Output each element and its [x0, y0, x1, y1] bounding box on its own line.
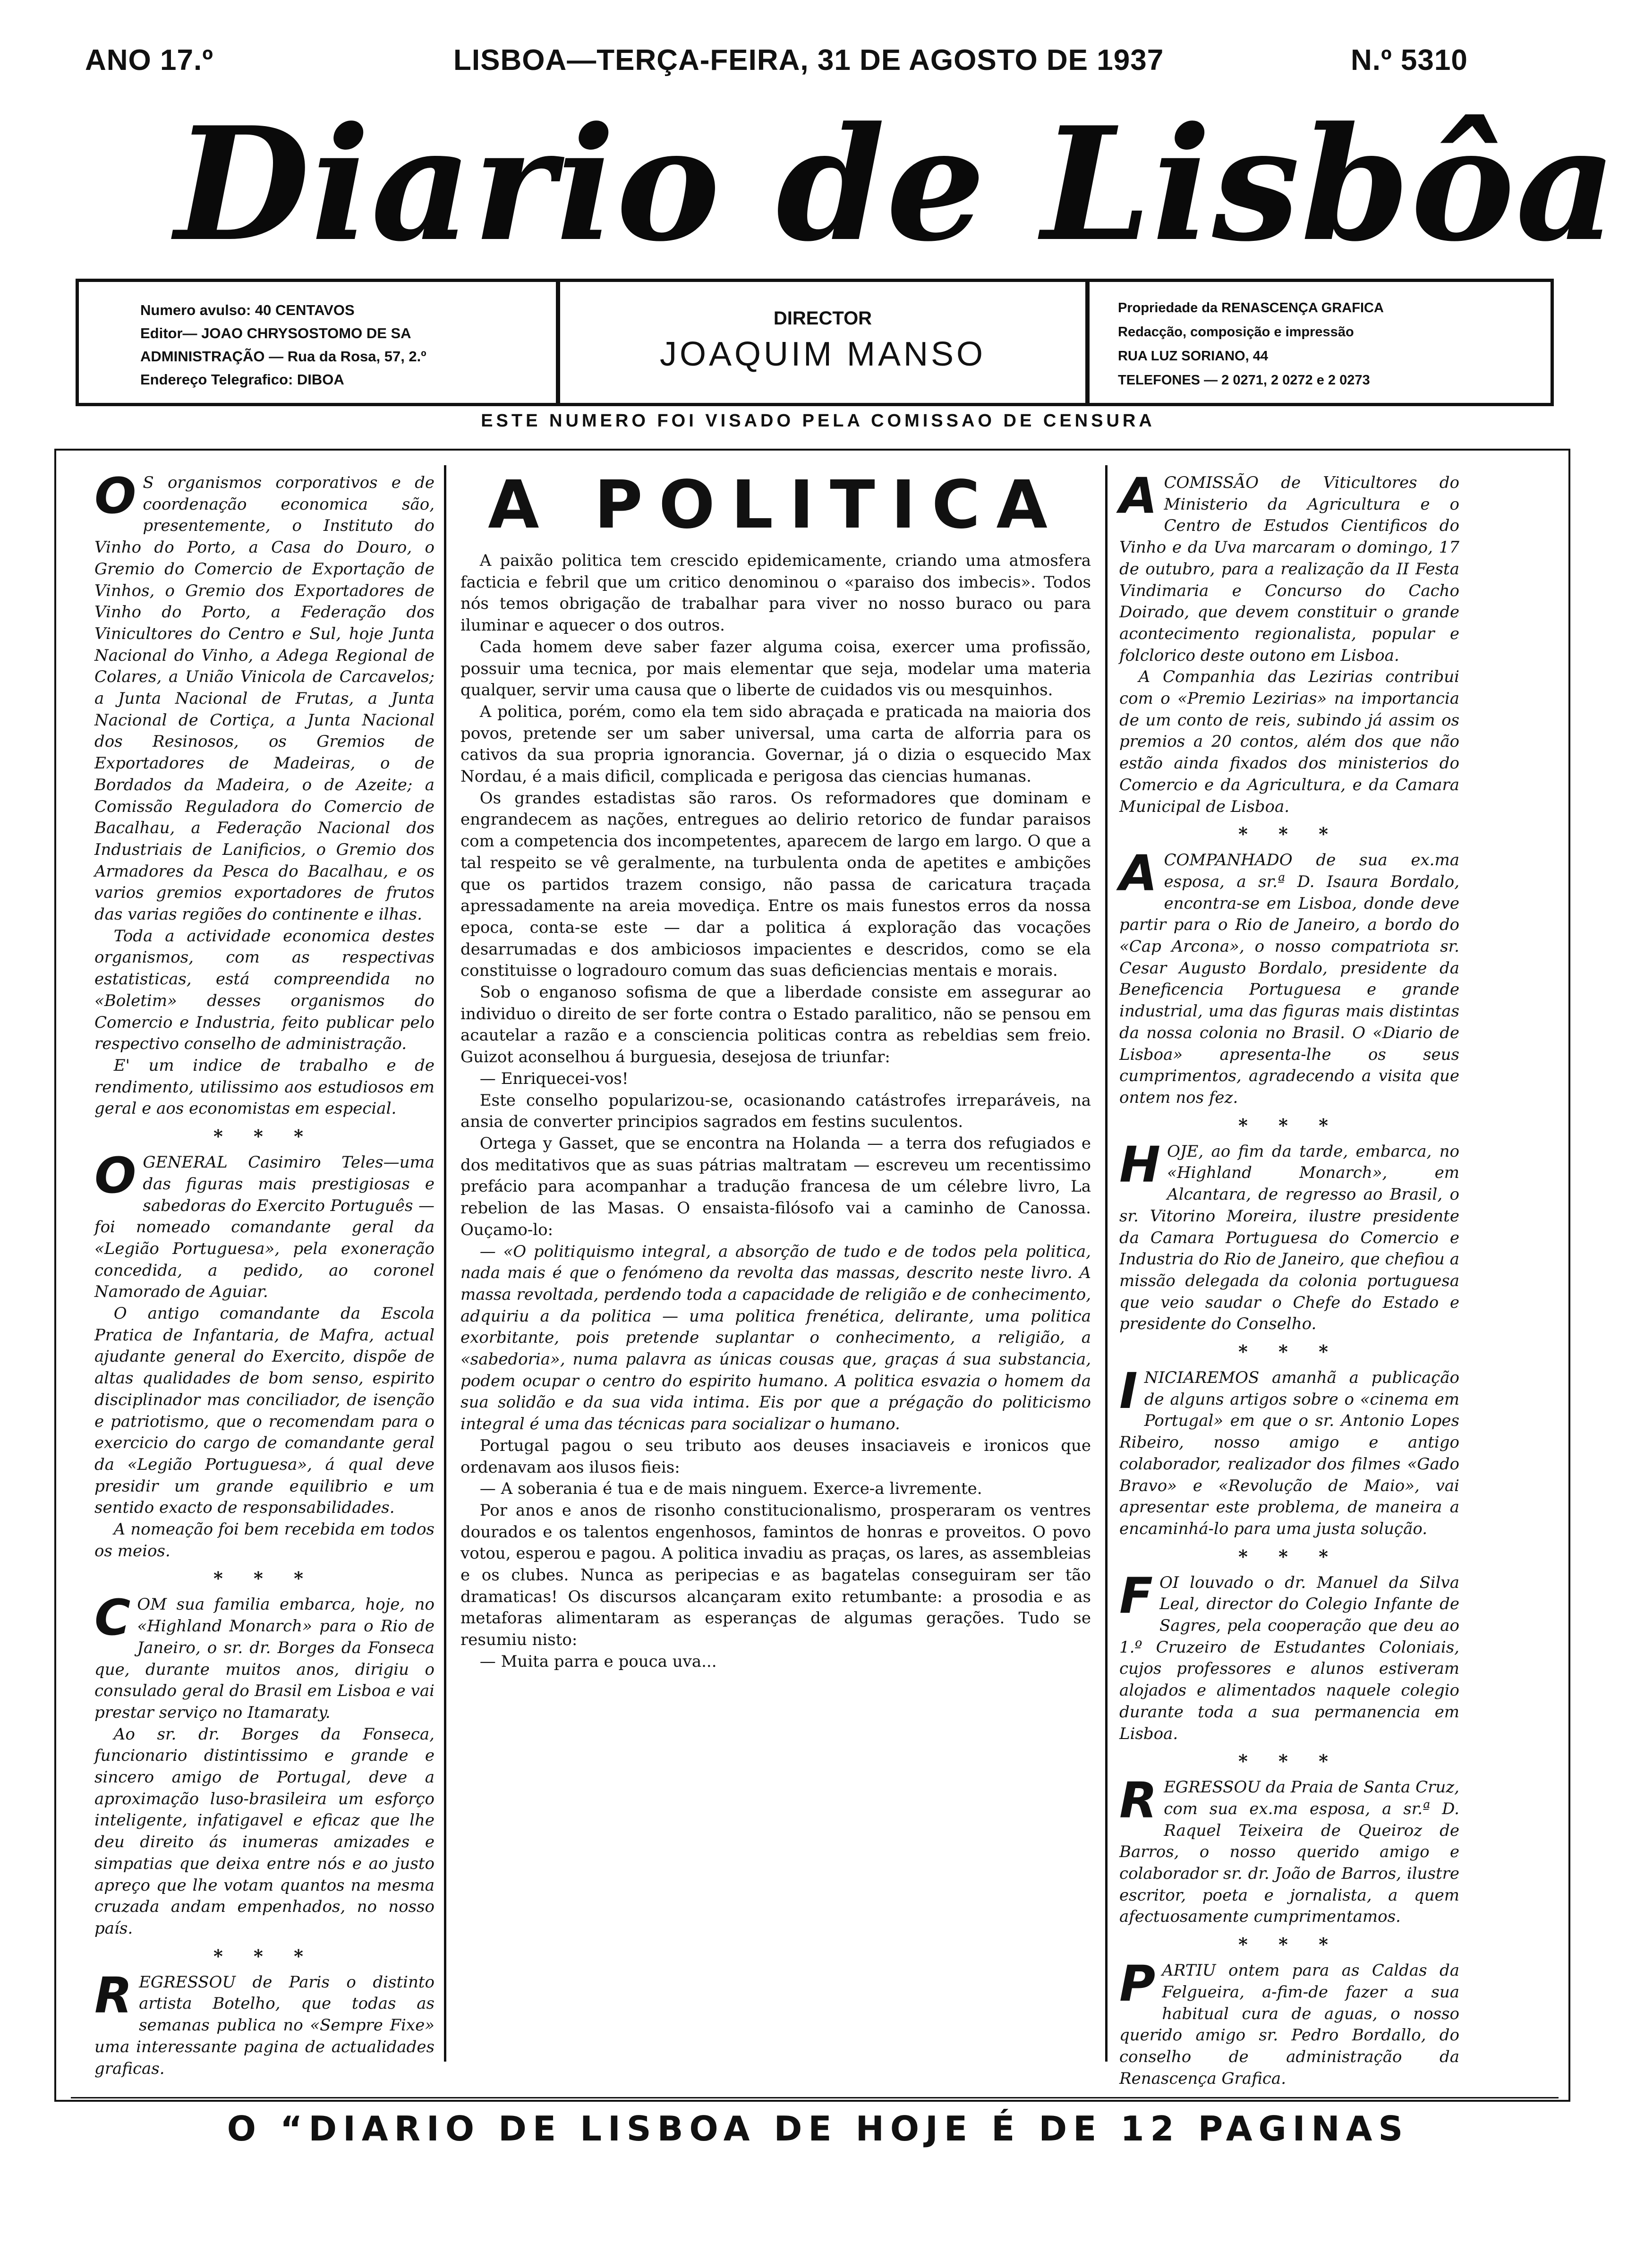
drop-cap: O	[94, 1147, 136, 1205]
article-paragraph: Este conselho popularizou-se, ocasionando catástrofes irreparáveis, na ansia de converter principios sagrados em festins suculentos.	[460, 1091, 1091, 1132]
telegraph-line: Endereço Telegrafico: DIBOA	[140, 371, 344, 388]
brief-bordalo: ACOMPANHADO de sua ex.ma esposa, a sr.ª D. Isaura Bordalo, encontra-se em Lisboa, donde deve partir para o Rio de Janeiro, a bordo do «Cap Arcona», o nosso compatriota sr. Cesar Augusto Bordalo, presidente da Beneficencia Portuguesa e grande industrial, uma das figuras mais distintas da nossa colonia no Brasil. O «Diario de Lisboa» apresenta-lhe os seus cumprimentos, agradecendo a visita que ontem nos fez.	[1119, 844, 1459, 1107]
article-paragraph: Sob o enganoso sofisma de que a liberdade consiste em assegurar ao individuo o direito de ser forte contra o Estado paralitico, não se pensou em acautelar a razão e a consciencia politicas contra as rebeldias sem freio. Guizot aconselhou á burguesia, desejosa de triunfar:	[460, 983, 1091, 1067]
brief-viticultores: ACOMISSÃO de Viticultores do Ministerio da Agricultura e o Centro de Estudos Cientificos do Vinho e da Uva marcaram o domingo, 17 de outubro, para a realização da II Festa Vindimaria e Concurso do Cacho Doirado, que devem constituir o grande acontecimento regionalista, popular e folclorico deste outono em Lisboa.	[1119, 467, 1459, 665]
drop-cap: A	[1119, 844, 1158, 903]
brief-barros: REGRESSOU da Praia de Santa Cruz, com sua ex.ma esposa, a sr.ª D. Raquel Teixeira de Queiroz de Barros, o nosso querido amigo e colaborador sr. dr. João de Barros, ilustre escritor, poeta e jornalista, a quem afectuosamente cumprimentamos.	[1119, 1772, 1459, 1927]
separator-stars: * * *	[213, 1568, 316, 1589]
price-line: Numero avulso: 40 CENTAVOS	[140, 302, 355, 318]
footer-rule	[71, 2097, 1559, 2098]
separator-stars: * * *	[1238, 1545, 1341, 1567]
drop-cap: R	[1119, 1772, 1158, 1830]
article-paragraph: Portugal pagou o seu tributo aos deuses insaciaveis e ironicos que ordenavam aos ilusos fieis:	[460, 1436, 1091, 1477]
separator-stars: * * *	[213, 1945, 316, 1967]
headline: A POLITICA	[488, 467, 1064, 544]
drop-cap: R	[94, 1966, 133, 2024]
footer-banner: O “DIARIO DE LISBOA DE HOJE É DE 12 PAGINAS	[227, 2109, 1409, 2149]
article-paragraph: — Muita parra e pouca uva...	[479, 1652, 717, 1671]
brief-paragraph: Toda a actividade economica destes organismos, com as respectivas estatisticas, está compreendida no «Boletim» desses organismos do Comercio e Industria, feito publicar pelo respectivo conselho de administração.	[94, 926, 435, 1054]
article-paragraph: — Enriquecei-vos!	[479, 1069, 629, 1088]
publication-info-box	[76, 279, 1554, 406]
article-paragraph: Por anos e anos de risonho constitucionalismo, prosperaram os ventres dourados e os talentos engenhosos, famintos de honras e proveitos. O povo votou, esperou e pagou. A politica invadiu as praças, os lares, as assembleias e os clubes. Nunca as peripecias e as bagatelas conseguiram ser tão dramaticas! Os discursos alcançaram exito retumbante: a prosodia e as metaforas alimentaram as esperanças de algumas gerações. Tudo se resumiu nisto:	[460, 1501, 1091, 1650]
brief-paragraph: E' um indice de trabalho e de rendimento, utilissimo aos estudiosos em geral e aos economistas em especial.	[94, 1056, 435, 1118]
brief-paragraph: A nomeação foi bem recebida em todos os meios.	[94, 1520, 435, 1560]
administration-line: ADMINISTRAÇÃO — Rua da Rosa, 57, 2.º	[140, 348, 426, 365]
left-column	[94, 467, 435, 2080]
censorship-notice: ESTE NUMERO FOI VISADO PELA COMISSAO DE CENSURA	[481, 411, 1155, 431]
article-paragraph: A politica, porém, como ela tem sido abraçada e praticada na maioria dos povos, pretende ser um saber universal, uma carta de alforria para os cativos da sua propria ignorancia. Governar, já o dizia o esquecido Max Nordau, é a mais dificil, complicada e perigosa das ciencias humanas.	[460, 702, 1091, 786]
center-column	[460, 467, 1091, 1673]
drop-cap: C	[94, 1589, 131, 1647]
separator-stars: * * *	[1238, 1934, 1341, 1955]
brief-general: OGENERAL Casimiro Teles—uma das figuras mais prestigiosas e sabedoras do Exercito Português — foi nomeado comandante geral da «Legião Portuguesa», pela exoneração concedida, a pedido, ao coronel Namorado de Aguiar.	[94, 1147, 435, 1302]
brief-moreira: HOJE, ao fim da tarde, embarca, no «Highland Monarch», em Alcantara, de regresso ao Brasil, o sr. Vitorino Moreira, ilustre presidente da Camara Portuguesa do Comercio e Industria do Rio de Janeiro, que chefiou a missão delegada da colonia portuguesa que veio saudar o Chefe do Estado e presidente do Conselho.	[1119, 1135, 1459, 1334]
brief-organismos: O S organismos corporativos e de coordenação economica são, presentemente, o Instituto do Vinho do Porto, a Casa do Douro, o Gremio do Comercio de Exportação de Vinhos, o Gremio dos Exportadores de Vinho do Porto, a Federação dos Vinicultores do Centro e Sul, hoje Junta Nacional do Vinho, a Adega Regional de Colares, a União Vinicola de Carcavelos; a Junta Nacional de Frutas, a Junta Nacional de Cortiça, a Junta Nacional dos Resinosos, os Gremios de Exportadores de Madeiras, o de Bordados da Madeira, o de Azeite; a Comissão Reguladora do Comercio de Bacalhau, a Federação Nacional dos Industriais de Lanificios, o Gremio dos Armadores da Pesca do Bacalhau, e os varios gremios exportadores de frutos das varias regiões do continente e ilhas.	[94, 467, 435, 924]
drop-cap: F	[1119, 1567, 1153, 1625]
column-divider-left	[444, 465, 446, 2062]
separator-stars: * * *	[1238, 1750, 1341, 1772]
article-paragraph: — A soberania é tua e de mais ninguem. Exerce-a livremente.	[479, 1479, 982, 1499]
brief-botelho: REGRESSOU de Paris o distinto artista Botelho, que todas as semanas publica no «Sempre Fixe» uma interessante pagina de actualidades graficas.	[94, 1966, 435, 2078]
drop-cap: H	[1119, 1135, 1161, 1194]
ownership-line: Propriedade da RENASCENÇA GRAFICA	[1118, 300, 1384, 315]
brief-paragraph: Ao sr. dr. Borges da Fonseca, funcionario distintissimo e grande e sincero amigo de Portugal, deve a aproximação luso-brasileira um esforço inteligente, infatigavel e eficaz que lhe deu direito ás inumeras amizades e simpatias que deixa entre nós e ao justo apreço que lhe votam quantos na mesma cruzada andam empenhados, no nosso país.	[94, 1724, 435, 1938]
separator-stars: * * *	[213, 1125, 316, 1147]
article-paragraph: Ortega y Gasset, que se encontra na Holanda — a terra dos refugiados e dos meditativos que as suas pátrias maltratam — escreveu um recentissimo prefácio para acompanhar a tradução francesa de um célebre livro, La rebelion de las Masas. O ensaista-filósofo vai a caminho de Canossa. Ouçamo-lo:	[460, 1134, 1091, 1239]
drop-cap: O	[94, 467, 136, 525]
phones-line: TELEFONES — 2 0271, 2 0272 e 2 0273	[1118, 373, 1370, 388]
editor-line: Editor— JOAO CHRYSOSTOMO DE SA	[140, 325, 411, 341]
brief-bordallo: PARTIU ontem para as Caldas da Felgueira, a-fim-de fazer a sua habitual cura de aguas, o nosso querido amigo sr. Pedro Bordallo, do conselho de administração da Renascença Grafica.	[1119, 1955, 1459, 2088]
article-paragraph: Os grandes estadistas são raros. Os reformadores que dominam e engrandecem as nações, entregues ao delirio retorico de fundar paraisos com a competencia dos incompetentes, aparecem de largo em largo. O que a tal respeito se vê geralmente, na turbulenta onda de apetites e ambições que os partidos trazem consigo, não passa de caricatura traçada apressadamente na areia movediça. Entre os mais funestos erros da nossa epoca, conta-se este — dar a politica á exploração das vocações desarrumadas e dos ambiciosos impacientes e descridos, como se ela constituisse o logradouro comum das suas deficiencias mentais e morais.	[460, 788, 1091, 981]
info-left	[79, 282, 556, 403]
brief-paragraph: O antigo comandante da Escola Pratica de Infantaria, de Mafra, actual ajudante general do Exercito, dispõe de altas qualidades de bom senso, espirito disciplinador mas conciliador, de isenção e patriotismo, que o recomendam para o exercicio do cargo de comandante geral da «Legião Portuguesa», á qual deve presidir um grande equilibrio e um sentido exacto de responsabilidades.	[94, 1304, 435, 1518]
drop-cap: A	[1119, 467, 1158, 525]
drop-cap: P	[1119, 1955, 1156, 2013]
column-divider-right	[1105, 465, 1108, 2062]
masthead-title: Diario de Lisbôa	[175, 93, 1618, 276]
director-name: JOAQUIM MANSO	[659, 335, 986, 373]
issue-number: N.º 5310	[1351, 44, 1468, 77]
info-director	[556, 282, 1090, 403]
separator-stars: * * *	[1238, 823, 1341, 845]
brief-borges: COM sua familia embarca, hoje, no «Highland Monarch» para o Rio de Janeiro, o sr. dr. Borges da Fonseca que, durante muitos anos, dirigiu o consulado geral do Brasil em Lisboa e vai prestar serviço no Itamaraty.	[94, 1589, 435, 1722]
year-label: ANO 17.º	[85, 44, 213, 77]
article-paragraph: A paixão politica tem crescido epidemicamente, criando uma atmosfera facticia e febril que um critico denominou o «paraiso dos imbecis». Todos nós temos obrigação de trabalhar para viver no nosso buraco ou para iluminar e aquecer o dos outros.	[460, 551, 1091, 635]
article-paragraph: Cada homem deve saber fazer alguma coisa, exercer uma profissão, possuir uma tecnica, por mais elementar que seja, modelar uma materia qualquer, servir uma causa que o liberte de cuidados vis ou mesquinhos.	[460, 637, 1091, 700]
drop-cap: I	[1119, 1362, 1138, 1420]
date-label: LISBOA—TERÇA-FEIRA, 31 DE AGOSTO DE 1937	[453, 44, 1164, 77]
dateline	[85, 43, 1483, 86]
editorial-line: Redacção, composição e impressão	[1118, 324, 1354, 340]
brief-cinema: INICIAREMOS amanhã a publicação de alguns artigos sobre o «cinema em Portugal» em que o sr. Antonio Lopes Ribeiro, nosso amigo e antigo colaborador, realizador dos filmes «Gado Bravo» e «Revolução de Maio», vai apresentar este problema, de maneira a encaminhá-lo para uma justa solução.	[1119, 1362, 1459, 1538]
address-line: RUA LUZ SORIANO, 44	[1118, 349, 1268, 364]
right-column	[1119, 467, 1459, 2089]
info-right	[1090, 282, 1552, 403]
separator-stars: * * *	[1238, 1341, 1341, 1363]
article-quote: — «O politiquismo integral, a absorção de tudo e de todos pela politica, nada mais é que o fenómeno da revolta das massas, descrito neste livro. A massa revoltada, perdendo toda a capacidade de religião e de conhecimento, adquiriu a da politica — uma politica frenética, delirante, uma politica exorbitante, pois pretende suplantar o conhecimento, a religião, a «sabedoria», numa palavra as únicas cousas que, graças á sua substancia, podem ocupar o centro do espirito humano. A politica esvazia o homem da sua solidão e da sua vida intima. Eis por que a prégação do politicismo integral é uma das técnicas para socializar o humano.	[460, 1242, 1091, 1434]
brief-paragraph: A Companhia das Lezirias contribui com o «Premio Lezirias» na importancia de um conto de reis, subindo já assim os premios a 20 contos, além dos que não estão ainda fixados dos ministerios do Comercio e da Agricultura, e da Camara Municipal de Lisboa.	[1119, 667, 1459, 816]
separator-stars: * * *	[1238, 1114, 1341, 1136]
director-label: DIRECTOR	[773, 308, 872, 329]
brief-leal: FOI louvado o dr. Manuel da Silva Leal, director do Colegio Infante de Sagres, pela cooperação que deu ao 1.º Cruzeiro de Estudantes Coloniais, cujos professores e alunos estiveram alojados e alimentados naquele colegio durante toda a sua permanencia em Lisboa.	[1119, 1567, 1459, 1743]
